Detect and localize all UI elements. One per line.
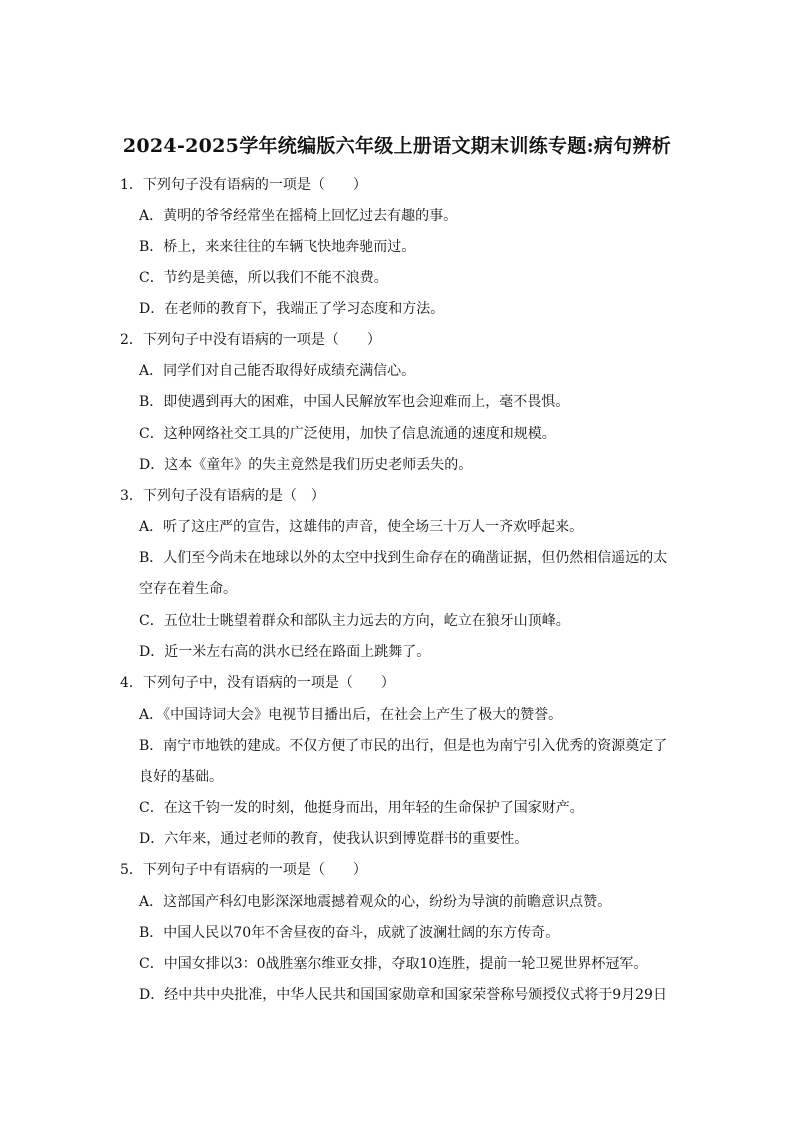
question-1-stem: 1．下列句子没有语病的一项是（ ）: [120, 177, 367, 193]
question-5-option-a: A．这部国产科幻电影深深地震撼着观众的心，纷纷为导演的前瞻意识点赞。: [139, 894, 612, 910]
document-title: 2024-2025学年统编版六年级上册语文期末训练专题:病句辨析: [122, 135, 672, 157]
question-1-option-c: C．节约是美德，所以我们不能不浪费。: [139, 270, 388, 286]
question-4-option-b: B．南宁市地铁的建成。不仅方便了市民的出行，但是也为南宁引入优秀的资源奠定了: [139, 738, 668, 754]
question-2-option-a: A．同学们对自己能否取得好成绩充满信心。: [139, 363, 416, 379]
question-5-option-c: C．中国女排以3：0战胜塞尔维亚女排，夺取10连胜，提前一轮卫冕世界杯冠军。: [139, 956, 648, 972]
question-3-option-d: D．近一米左右高的洪水已经在路面上跳舞了。: [139, 644, 431, 660]
question-4-option-c: C．在这千钧一发的时刻，他挺身而出，用年轻的生命保护了国家财产。: [139, 800, 584, 816]
question-4-stem: 4．下列句子中，没有语病的一项是（ ）: [120, 675, 395, 691]
question-4-option-b-continuation: 良好的基础。: [139, 769, 223, 785]
question-3-option-c: C．五位壮士眺望着群众和部队主力远去的方向，屹立在狼牙山顶峰。: [139, 613, 570, 629]
question-5-option-d: D．经中共中央批准，中华人民共和国国家勋章和国家荣誉称号颁授仪式将于9月29日: [139, 987, 667, 1003]
question-2-option-b: B．即使遇到再大的困难，中国人民解放军也会迎难而上，毫不畏惧。: [139, 394, 570, 410]
question-5-option-b: B．中国人民以70年不舍昼夜的奋斗，成就了波澜壮阔的东方传奇。: [139, 925, 560, 941]
question-1-option-b: B．桥上，来来往往的车辆飞快地奔驰而过。: [139, 239, 416, 255]
question-4-option-d: D．六年来，通过老师的教育，使我认识到博览群书的重要性。: [139, 831, 529, 847]
question-3-option-a: A．听了这庄严的宣告，这雄伟的声音，使全场三十万人一齐欢呼起来。: [139, 519, 584, 535]
question-3-option-b: B．人们至今尚未在地球以外的太空中找到生命存在的确凿证据，但仍然相信遥远的太: [139, 550, 668, 566]
question-5-stem: 5．下列句子中有语病的一项是（ ）: [120, 862, 367, 878]
question-4-option-a: A．《中国诗词大会》电视节目播出后，在社会上产生了极大的赞誉。: [139, 707, 563, 723]
question-2-option-d: D．这本《童年》的失主竟然是我们历史老师丢失的。: [139, 457, 473, 473]
question-2-option-c: C．这种网络社交工具的广泛使用，加快了信息流通的速度和规模。: [139, 426, 556, 442]
question-3-option-b-continuation: 空存在着生命。: [139, 581, 237, 597]
question-1-option-d: D．在老师的教育下，我端正了学习态度和方法。: [139, 301, 445, 317]
question-2-stem: 2．下列句子中没有语病的一项是（ ）: [120, 332, 381, 348]
question-1-option-a: A．黄明的爷爷经常坐在摇椅上回忆过去有趣的事。: [139, 208, 458, 224]
question-3-stem: 3．下列句子没有语病的是（ ）: [120, 488, 325, 504]
